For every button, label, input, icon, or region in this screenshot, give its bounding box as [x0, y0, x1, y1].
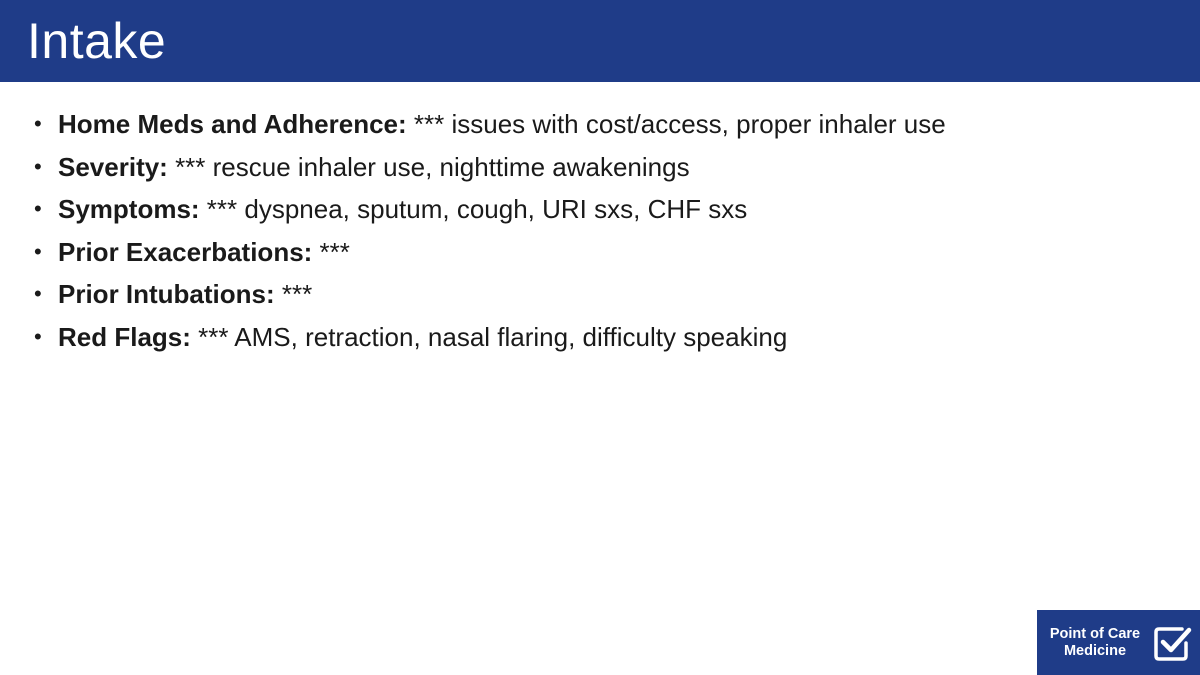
- bullet-item-prior-intubations: [0, 273, 946, 316]
- title-bar: [0, 0, 1200, 82]
- bullet-label: Prior Intubations:: [58, 279, 275, 309]
- bullet-text: ***: [274, 279, 313, 309]
- bullet-label: Severity:: [58, 151, 168, 182]
- bullet-item-home-meds: [0, 103, 946, 146]
- bullet-dot-icon: •: [34, 111, 42, 136]
- bullet-item-prior-exacerbations: [0, 231, 946, 274]
- bullet-text: *** rescue inhaler use, nighttime awakenings: [167, 151, 690, 182]
- slide-title: Intake: [27, 13, 167, 69]
- logo-line-2: Medicine: [1063, 642, 1127, 659]
- logo-text: [1045, 626, 1145, 660]
- bullet-list: [0, 103, 946, 358]
- bullet-dot-icon: •: [34, 153, 42, 179]
- bullet-item-symptoms: [0, 188, 946, 231]
- bullet-item-red-flags: [0, 316, 946, 359]
- bullet-text: *** dyspnea, sputum, cough, URI sxs, CHF sxs: [199, 194, 748, 224]
- bullet-item-severity: [0, 146, 946, 189]
- point-of-care-medicine-logo: [1037, 610, 1200, 675]
- bullet-label: Symptoms:: [58, 194, 200, 224]
- bullet-dot-icon: •: [34, 281, 42, 306]
- bullet-label: Home Meds and Adherence:: [58, 109, 407, 139]
- bullet-dot-icon: •: [34, 238, 42, 264]
- bullet-text: ***: [312, 236, 350, 267]
- bullet-dot-icon: •: [34, 323, 42, 349]
- checkbox-check-icon: [1152, 623, 1192, 663]
- bullet-label: Prior Exacerbations:: [58, 236, 313, 267]
- bullet-label: Red Flags:: [58, 321, 191, 352]
- bullet-text: *** issues with cost/access, proper inhaler use: [406, 109, 946, 139]
- bullet-text: *** AMS, retraction, nasal flaring, difficulty speaking: [190, 321, 788, 352]
- logo-line-1: Point of Care: [1049, 625, 1141, 642]
- bullet-dot-icon: •: [34, 196, 42, 221]
